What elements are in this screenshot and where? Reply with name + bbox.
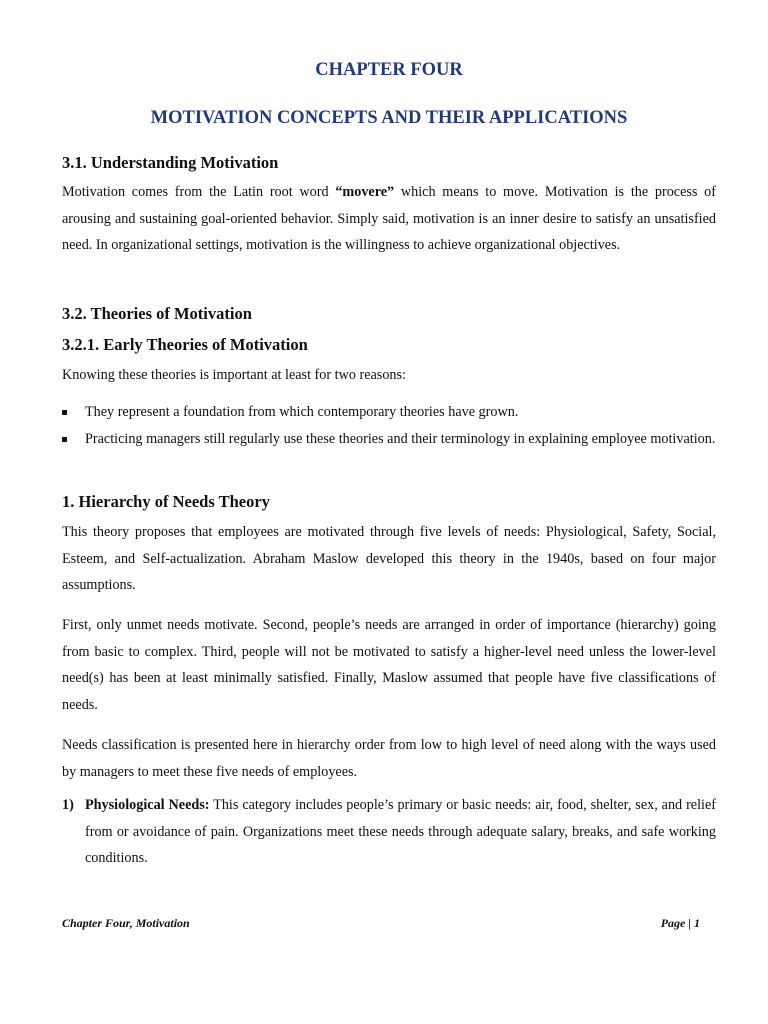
square-bullet-icon <box>62 410 67 415</box>
list-item-text: They represent a foundation from which contemporary theories have grown. <box>85 404 519 420</box>
list-item-text: Practicing managers still regularly use these theories and their terminology in explaining employee motivation. <box>85 430 716 447</box>
hierarchy-paragraph-2: First, only unmet needs motivate. Second, people’s needs are arranged in order of importance (hierarchy) going from basic to complex. Third, people will not be motivated to satisfy a higher-level need unless the lower-level need(s) has been at least minimally satisfied. Finally, Maslow assumed that people have five classifications of needs. <box>62 617 716 713</box>
section-3-1-paragraph <box>62 179 716 259</box>
paragraph-text-end: which means to move. Motivation is the process of arousing and sustaining goal-oriented behavior. Simply said, motivation is an inner desire to satisfy an unsatisfied need. In organizational settings, motivation is the willingness to achieve organizational objectives. <box>62 184 716 253</box>
square-bullet-icon <box>62 437 67 442</box>
item-text: This category includes people’s primary or basic needs: air, food, shelter, sex, and relief from or avoidance of pain. Organizations meet these needs through adequate salary, breaks, and safe working conditions. <box>85 797 716 866</box>
item-body <box>62 792 716 872</box>
section-3-1-heading: 3.1. Understanding Motivation <box>62 153 279 172</box>
hierarchy-paragraph-3: Needs classification is presented here in hierarchy order from low to high level of need along with the ways used by managers to meet these five needs of employees. <box>62 737 716 780</box>
item-number: 1) <box>62 797 74 813</box>
paragraph-text-start: Motivation comes from the Latin root word <box>62 184 336 200</box>
reasons-list <box>62 399 716 452</box>
list-item <box>62 426 716 453</box>
list-item <box>62 399 716 426</box>
section-3-2-1-intro: Knowing these theories is important at least for two reasons: <box>62 367 406 383</box>
item-label: Physiological Needs: <box>85 797 210 813</box>
footer-page-number: Page | 1 <box>660 916 700 930</box>
chapter-title: MOTIVATION CONCEPTS AND THEIR APPLICATIONS <box>150 108 628 128</box>
document-page <box>62 0 716 1024</box>
hierarchy-heading: 1. Hierarchy of Needs Theory <box>62 492 270 511</box>
latin-term: “movere” <box>335 184 395 200</box>
hierarchy-paragraph-1: This theory proposes that employees are motivated through five levels of needs: Physiological, Safety, Social, Esteem, and Self-actualization. Abraham Maslow developed this theory in the 1940s, based on four major assumptions. <box>62 524 716 593</box>
needs-item-physiological <box>62 792 716 872</box>
chapter-label: CHAPTER FOUR <box>315 60 463 80</box>
footer-chapter-label: Chapter Four, Motivation <box>62 916 190 930</box>
section-3-2-1-heading: 3.2.1. Early Theories of Motivation <box>62 335 308 354</box>
section-3-2-heading: 3.2. Theories of Motivation <box>62 304 252 323</box>
